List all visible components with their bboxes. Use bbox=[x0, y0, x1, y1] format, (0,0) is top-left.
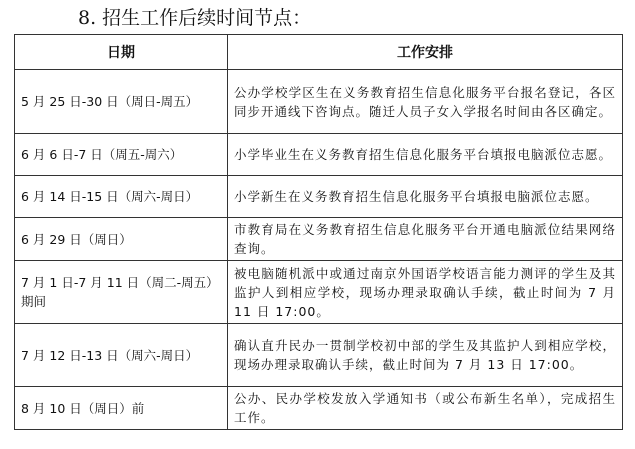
date-cell: 7 月 12 日-13 日（周六-周日） bbox=[15, 324, 228, 387]
task-cell: 公办、民办学校发放入学通知书（或公布新生名单），完成招生工作。 bbox=[228, 387, 623, 430]
task-cell: 公办学校学区生在义务教育招生信息化服务平台报名登记，各区同步开通线下咨询点。随迁人员子女入学报名时间由各区确定。 bbox=[228, 70, 623, 134]
table-row bbox=[15, 70, 623, 134]
table-row bbox=[15, 176, 623, 218]
task-cell: 确认直升民办一贯制学校初中部的学生及其监护人到相应学校，现场办理录取确认手续，截止时间为 7 月 13 日 17:00。 bbox=[228, 324, 623, 387]
table-row bbox=[15, 387, 623, 430]
table-row bbox=[15, 261, 623, 324]
table-header-row bbox=[15, 35, 623, 70]
date-cell: 5 月 25 日-30 日（周日-周五） bbox=[15, 70, 228, 134]
task-cell: 小学新生在义务教育招生信息化服务平台填报电脑派位志愿。 bbox=[228, 176, 623, 218]
task-cell: 被电脑随机派中或通过南京外国语学校语言能力测评的学生及其监护人到相应学校，现场办理录取确认手续，截止时间为 7 月 11 日 17:00。 bbox=[228, 261, 623, 324]
date-cell: 8 月 10 日（周日）前 bbox=[15, 387, 228, 430]
date-cell: 6 月 14 日-15 日（周六-周日） bbox=[15, 176, 228, 218]
date-cell: 6 月 29 日（周日） bbox=[15, 218, 228, 261]
date-cell: 6 月 6 日-7 日（周五-周六） bbox=[15, 134, 228, 176]
table-row bbox=[15, 324, 623, 387]
table-row bbox=[15, 134, 623, 176]
date-cell: 7 月 1 日-7 月 11 日（周二-周五）期间 bbox=[15, 261, 228, 324]
task-cell: 市教育局在义务教育招生信息化服务平台开通电脑派位结果网络查询。 bbox=[228, 218, 623, 261]
section-heading: 8. 招生工作后续时间节点： bbox=[78, 7, 312, 29]
task-cell: 小学毕业生在义务教育招生信息化服务平台填报电脑派位志愿。 bbox=[228, 134, 623, 176]
header-date: 日期 bbox=[15, 35, 228, 70]
schedule-table bbox=[14, 34, 623, 430]
table-row bbox=[15, 218, 623, 261]
header-task: 工作安排 bbox=[228, 35, 623, 70]
